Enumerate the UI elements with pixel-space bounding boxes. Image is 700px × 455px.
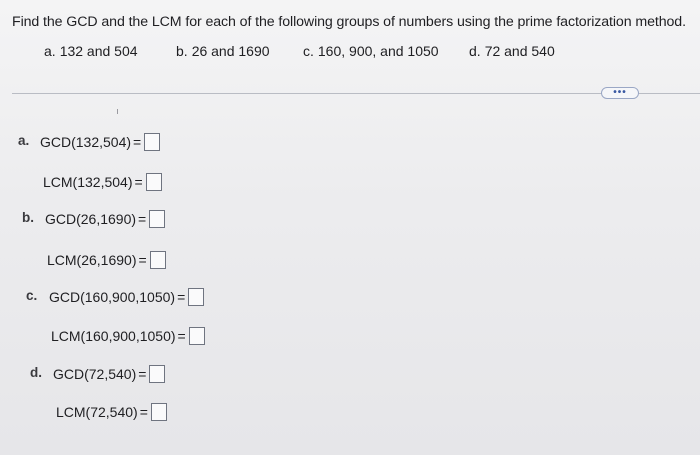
lcm-d-input[interactable]	[151, 403, 167, 421]
part-b	[176, 43, 270, 59]
answer-row-gcd-d	[53, 363, 165, 385]
equals-sign: =	[134, 174, 143, 190]
gcd-b-label: GCD(26,1690)	[45, 211, 137, 227]
part-b-letter: b.	[176, 43, 188, 59]
gcd-d-label: GCD(72,540)	[53, 366, 137, 382]
lcm-a-input[interactable]	[146, 173, 162, 191]
more-options-button[interactable]: •••	[601, 87, 639, 99]
lcm-b-label: LCM(26,1690)	[47, 252, 137, 268]
part-d-letter: d.	[469, 43, 481, 59]
part-c	[303, 43, 439, 59]
equals-sign: =	[177, 328, 186, 344]
equals-sign: =	[177, 289, 186, 305]
part-a	[44, 43, 138, 59]
part-c-text: 160, 900, and 1050	[317, 43, 439, 59]
equals-sign: =	[139, 404, 148, 420]
lcm-d-label: LCM(72,540)	[56, 404, 138, 420]
equals-sign: =	[138, 366, 147, 382]
answer-b-letter: b.	[22, 210, 34, 225]
lcm-a-label: LCM(132,504)	[43, 174, 133, 190]
answer-row-lcm-b	[47, 249, 166, 271]
gcd-d-input[interactable]	[149, 365, 165, 383]
answer-row-gcd-c	[49, 286, 204, 308]
cursor-mark	[117, 109, 118, 114]
part-c-letter: c.	[303, 43, 314, 59]
part-d	[469, 43, 555, 59]
gcd-c-label: GCD(160,900,1050)	[49, 289, 176, 305]
lcm-c-label: LCM(160,900,1050)	[51, 328, 176, 344]
gcd-c-input[interactable]	[188, 288, 204, 306]
gcd-b-input[interactable]	[149, 210, 165, 228]
answer-row-gcd-b	[45, 208, 165, 230]
lcm-c-input[interactable]	[189, 327, 205, 345]
answer-d-letter: d.	[30, 365, 42, 380]
equals-sign: =	[138, 252, 147, 268]
answer-row-lcm-c	[51, 325, 205, 347]
equals-sign: =	[133, 134, 142, 150]
answer-row-lcm-d	[56, 401, 167, 423]
gcd-a-label: GCD(132,504)	[40, 134, 132, 150]
parts-list	[0, 43, 700, 61]
answer-c-letter: c.	[26, 288, 38, 303]
answer-row-lcm-a	[43, 171, 162, 193]
gcd-a-input[interactable]	[144, 133, 160, 151]
part-b-text: 26 and 1690	[191, 43, 270, 59]
part-a-letter: a.	[44, 43, 56, 59]
question-text: Find the GCD and the LCM for each of the following groups of numbers using the prime factorization method.	[12, 14, 686, 30]
equals-sign: =	[138, 211, 147, 227]
answer-a-letter: a.	[18, 133, 30, 148]
answer-row-gcd-a	[40, 131, 160, 153]
part-a-text: 132 and 504	[59, 43, 138, 59]
divider	[12, 93, 700, 94]
lcm-b-input[interactable]	[150, 251, 166, 269]
part-d-text: 72 and 540	[484, 43, 555, 59]
